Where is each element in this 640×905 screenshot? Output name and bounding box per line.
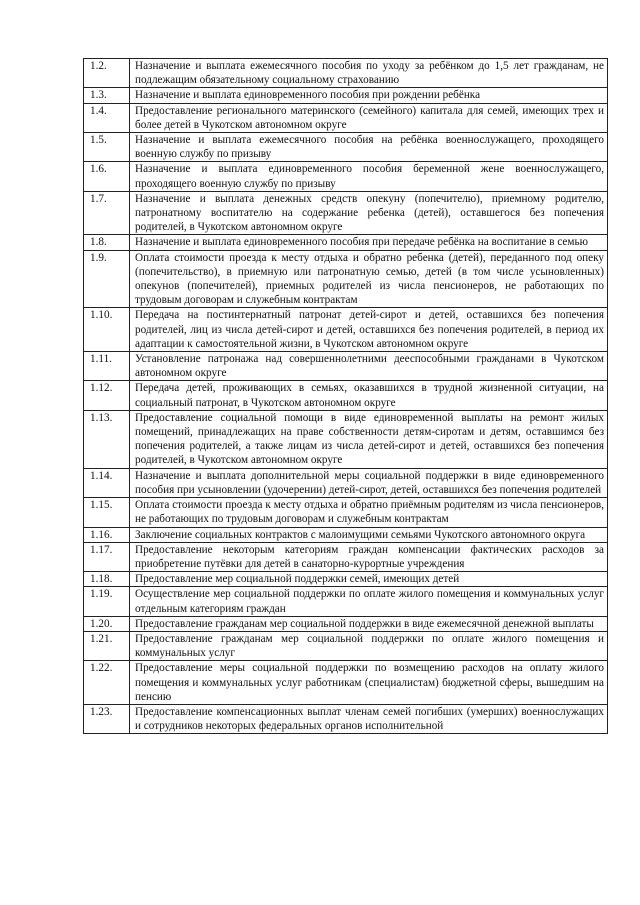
row-description: Предоставление компенсационных выплат членам семей погибших (умерших) военнослужащих и сотрудников некоторых федеральных органов исполнительной — [130, 704, 608, 733]
row-number: 1.23. — [84, 704, 130, 733]
table-row — [84, 162, 608, 191]
table-row — [84, 352, 608, 381]
table-row — [84, 410, 608, 468]
row-description: Установление патронажа над совершеннолетними дееспособными гражданами в Чукотском автономном округе — [130, 352, 608, 381]
row-description: Предоставление некоторым категориям граждан компенсации фактических расходов за приобретение путёвки для детей в санаторно-курортные учреждения — [130, 542, 608, 571]
table-row — [84, 235, 608, 250]
row-number: 1.3. — [84, 88, 130, 103]
table-row — [84, 468, 608, 497]
row-description: Оплата стоимости проезда к месту отдыха и обратно приёмным родителям из числа пенсионеров, не работающих по трудовым договорам и служебным контрактам — [130, 498, 608, 527]
row-description: Оплата стоимости проезда к месту отдыха и обратно ребенка (детей), переданного под опеку (попечительство), в приемную или патронатную семью, детей (в том числе усыновленных) опекунов (попечителей), приемных родителей из числа пенсионеров, не работающих по трудовым договорам и служебным контрактам — [130, 250, 608, 308]
row-number: 1.13. — [84, 410, 130, 468]
row-description: Заключение социальных контрактов с малоимущими семьями Чукотского автономного округа — [130, 527, 608, 542]
row-description: Предоставление гражданам мер социальной поддержки в виде ежемесячной денежной выплаты — [130, 616, 608, 631]
row-number: 1.19. — [84, 587, 130, 616]
table-row — [84, 616, 608, 631]
table-row — [84, 191, 608, 235]
table-row — [84, 587, 608, 616]
row-number: 1.5. — [84, 133, 130, 162]
row-number: 1.17. — [84, 542, 130, 571]
row-description: Назначение и выплата дополнительной меры социальной поддержки в виде единовременного пособия при усыновлении (удочерении) детей-сирот, детей, оставшихся без попечения родителей — [130, 468, 608, 497]
row-description: Назначение и выплата единовременного пособия беременной жене военнослужащего, проходящего военную службу по призыву — [130, 162, 608, 191]
table-row — [84, 631, 608, 660]
table-row — [84, 381, 608, 410]
row-number: 1.6. — [84, 162, 130, 191]
table-row — [84, 250, 608, 308]
table-row — [84, 704, 608, 733]
row-number: 1.21. — [84, 631, 130, 660]
row-description: Предоставление регионального материнского (семейного) капитала для семей, имеющих трех и более детей в Чукотском автономном округе — [130, 103, 608, 132]
row-description: Предоставление мер социальной поддержки семей, имеющих детей — [130, 572, 608, 587]
row-number: 1.20. — [84, 616, 130, 631]
row-number: 1.16. — [84, 527, 130, 542]
row-description: Передача на постинтернатный патронат детей-сирот и детей, оставшихся без попечения родителей, лиц из числа детей-сирот и детей, оставшихся без попечения родителей, в период их адаптации к самостоятельной жизни, в Чукотском автономном округе — [130, 308, 608, 352]
row-description: Назначение и выплата денежных средств опекуну (попечителю), приемному родителю, патронатному воспитателю на содержание ребенка (детей), оставшегося без попечения родителей, в Чукотском автономном округе — [130, 191, 608, 235]
row-number: 1.14. — [84, 468, 130, 497]
table-row — [84, 572, 608, 587]
table-row — [84, 88, 608, 103]
row-number: 1.15. — [84, 498, 130, 527]
row-number: 1.9. — [84, 250, 130, 308]
row-number: 1.11. — [84, 352, 130, 381]
table-row — [84, 133, 608, 162]
table-row — [84, 661, 608, 705]
row-description: Назначение и выплата ежемесячного пособия по уходу за ребёнком до 1,5 лет гражданам, не подлежащим обязательному социальному страхованию — [130, 59, 608, 88]
row-description: Назначение и выплата единовременного пособия при передаче ребёнка на воспитание в семью — [130, 235, 608, 250]
row-description: Назначение и выплата ежемесячного пособия на ребёнка военнослужащего, проходящего военную службу по призыву — [130, 133, 608, 162]
row-description: Осуществление мер социальной поддержки по оплате жилого помещения и коммунальных услуг отдельным категориям граждан — [130, 587, 608, 616]
row-description: Назначение и выплата единовременного пособия при рождении ребёнка — [130, 88, 608, 103]
services-table — [83, 58, 608, 734]
row-number: 1.8. — [84, 235, 130, 250]
row-number: 1.12. — [84, 381, 130, 410]
table-row — [84, 498, 608, 527]
row-number: 1.22. — [84, 661, 130, 705]
row-number: 1.18. — [84, 572, 130, 587]
table-row — [84, 103, 608, 132]
row-description: Предоставление меры социальной поддержки по возмещению расходов на оплату жилого помещения и коммунальных услуг работникам (специалистам) бюджетной сферы, вышедшим на пенсию — [130, 661, 608, 705]
row-number: 1.4. — [84, 103, 130, 132]
table-row — [84, 308, 608, 352]
row-number: 1.10. — [84, 308, 130, 352]
table-row — [84, 542, 608, 571]
table-row — [84, 527, 608, 542]
row-description: Передача детей, проживающих в семьях, оказавшихся в трудной жизненной ситуации, на социальный патронат, в Чукотском автономном округе — [130, 381, 608, 410]
row-number: 1.7. — [84, 191, 130, 235]
row-description: Предоставление гражданам мер социальной поддержки по оплате жилого помещения и коммунальных услуг — [130, 631, 608, 660]
row-description: Предоставление социальной помощи в виде единовременной выплаты на ремонт жилых помещений, принадлежащих на праве собственности детям-сиротам и детям, оставшимся без попечения родителей, а также лицам из числа детей-сирот и детей, оставшихся без попечения родителей, в Чукотском автономном округе — [130, 410, 608, 468]
table-row — [84, 59, 608, 88]
row-number: 1.2. — [84, 59, 130, 88]
